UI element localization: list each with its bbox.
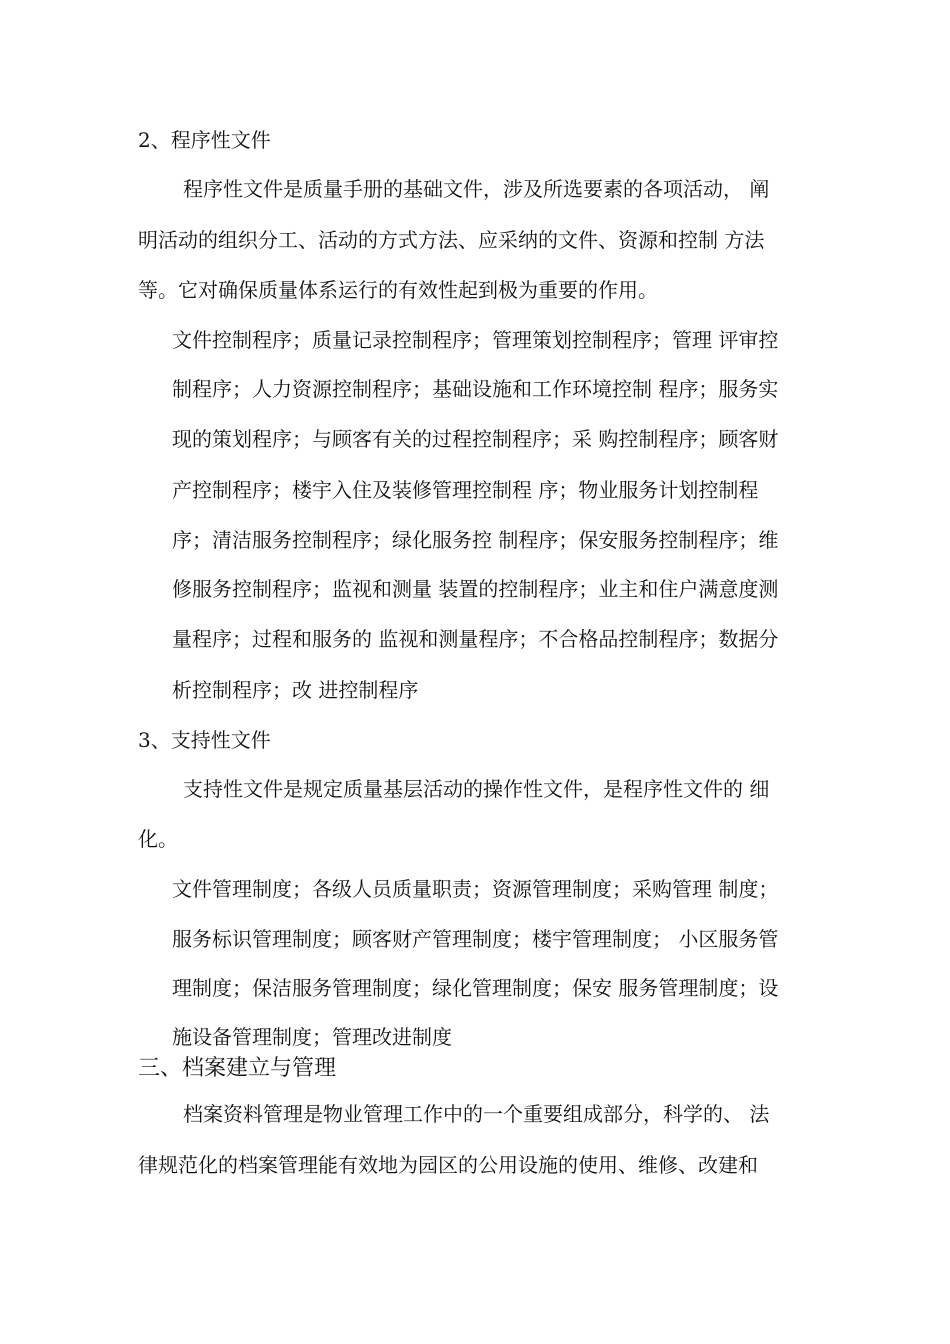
list-line: 产控制程序；楼宇入住及装修管理控制程 序；物业服务计划控制程	[172, 478, 759, 502]
list-line: 文件控制程序；质量记录控制程序；管理策划控制程序；管理 评审控	[172, 328, 779, 352]
list-line: 现的策划程序；与顾客有关的过程控制程序；采 购控制程序；顾客财	[172, 427, 779, 451]
paragraph-line: 程序性文件是质量手册的基础文件，涉及所选要素的各项活动， 阐	[183, 177, 770, 201]
paragraph-line: 明活动的组织分工、活动的方式方法、应采纳的文件、资源和控制 方法	[138, 228, 765, 252]
paragraph-line: 支持性文件是规定质量基层活动的操作性文件，是程序性文件的 细	[183, 777, 770, 801]
list-line: 文件管理制度；各级人员质量职责；资源管理制度；采购管理 制度；	[172, 877, 779, 901]
section-heading: 3、支持性文件	[138, 728, 271, 752]
paragraph-line: 等。它对确保质量体系运行的有效性起到极为重要的作用。	[138, 278, 658, 302]
section-heading: 2、程序性文件	[138, 128, 271, 152]
paragraph-line: 档案资料管理是物业管理工作中的一个重要组成部分，科学的、 法	[183, 1102, 770, 1126]
list-line: 序；清洁服务控制程序；绿化服务控 制程序；保安服务控制程序；维	[172, 528, 779, 552]
paragraph-line: 化。	[138, 827, 178, 851]
list-line: 析控制程序；改 进控制程序	[172, 678, 419, 702]
list-line: 服务标识管理制度；顾客财产管理制度；楼宇管理制度； 小区服务管	[172, 927, 779, 951]
list-line: 量程序；过程和服务的 监视和测量程序；不合格品控制程序；数据分	[172, 627, 779, 651]
chapter-heading: 三、档案建立与管理	[138, 1056, 337, 1081]
paragraph-line: 律规范化的档案管理能有效地为园区的公用设施的使用、维修、改建和	[138, 1153, 758, 1177]
list-line: 施设备管理制度；管理改进制度	[172, 1025, 452, 1049]
list-line: 修服务控制程序；监视和测量 装置的控制程序；业主和住户满意度测	[172, 577, 779, 601]
list-line: 理制度；保洁服务管理制度；绿化管理制度；保安 服务管理制度；设	[172, 976, 779, 1000]
list-line: 制程序；人力资源控制程序；基础设施和工作环境控制 程序；服务实	[172, 377, 779, 401]
